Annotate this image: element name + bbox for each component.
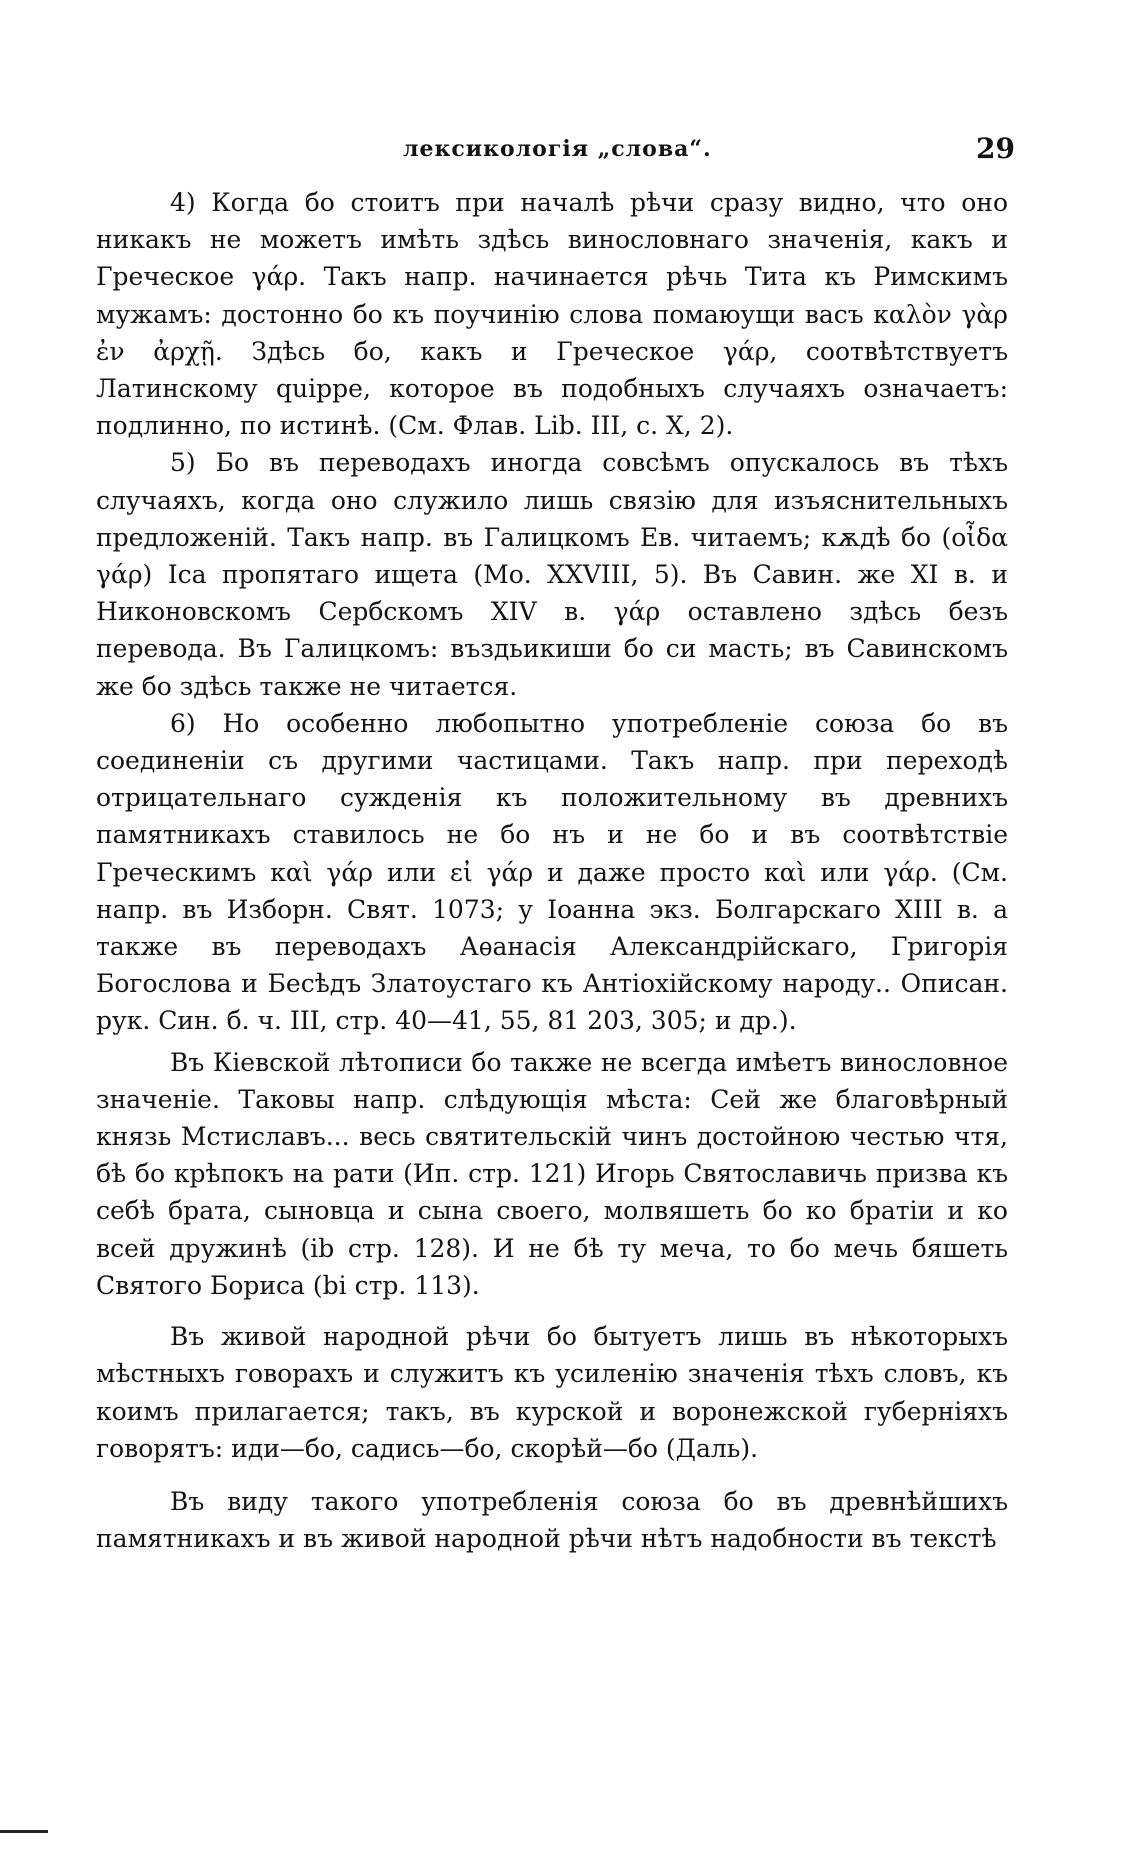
paragraph-conclusion: Въ виду такого употребленія союза бо въ древнѣйшихъ памятникахъ и въ живой народной рѣчи нѣтъ надобности въ текстѣ <box>96 1486 1008 1554</box>
page-number: 29 <box>976 132 1015 165</box>
body-text <box>96 184 1008 1561</box>
paragraph-kiev-chronicle: Въ Кіевской лѣтописи бо также не всегда имѣетъ винословное значеніе. Таковы напр. слѣдующія мѣста: Сей же благовѣрный князь Мстиславъ... весь святительскій чинъ достойною честью чтя, бѣ бо крѣпокъ на рати (Ип. стр. 121) Игорь Святославичь призва къ себѣ брата, сыновца и сына своего, молвяшеть бо ко братіи и ко всей дружинѣ (ib стр. 128). И не бѣ ту меча, то бо мечь бяшеть Святого Бориса (bi стр. 113). <box>96 1047 1008 1300</box>
paragraph-5: 5) Бо въ переводахъ иногда совсѣмъ опускалось въ тѣхъ случаяхъ, когда оно служило лишь связію для изъяснительныхъ предложеній. Такъ напр. въ Галицкомъ Ев. читаемъ; кѫдѣ бо (οἶδα γάρ) Іса пропятаго ищета (Мо. XXVIII, 5). Въ Савин. же XI в. и Никоновскомъ Сербскомъ XIV в. γάρ оставлено здѣсь безъ перевода. Въ Галицкомъ: въздьикиши бо си масть; въ Савинскомъ же бо здѣсь также не читается. <box>96 448 1008 701</box>
paragraph-4: 4) Когда бо стоитъ при началѣ рѣчи сразу видно, что оно никакъ не можетъ имѣть здѣсь винословнаго значенія, какъ и Греческое γάρ. Такъ напр. начинается рѣчь Тита къ Римскимъ мужамъ: достонно бо къ поучинію слова помаюущи васъ καλὸν γὰρ ἐν ἀρχῇ. Здѣсь бо, какъ и Греческое γάρ, соотвѣтствуетъ Латинскому quippe, которое въ подобныхъ случаяхъ означаетъ: подлинно, по истинѣ. (См. Флав. Lib. III, c. X, 2). <box>96 188 1008 441</box>
paragraph-6: 6) Но особенно любопытно употребленіе союза бо въ соединеніи съ другими частицами. Такъ напр. при переходѣ отрицательнаго сужденія къ положительному въ древнихъ памятникахъ ставилось не бо нъ и не бо и въ соотвѣтствіе Греческимъ καὶ γάρ или εἰ γάρ и даже просто καὶ или γάρ. (См. напр. въ Изборн. Свят. 1073; у Іоанна экз. Болгарскаго XIII в. а также въ переводахъ Аѳанасія Александрійскаго, Григорія Богослова и Бесѣдъ Златоустаго къ Антіохійскому народу.. Описан. рук. Син. б. ч. III, стр. 40—41, 55, 81 203, 305; и др.). <box>96 708 1008 1036</box>
scan-edge-mark <box>0 1830 48 1833</box>
running-title: лексикологія „слова“. <box>403 136 712 162</box>
paragraph-folk-speech: Въ живой народной рѣчи бо бытуетъ лишь въ нѣкоторыхъ мѣстныхъ говорахъ и служитъ къ усиленію значенія тѣхъ словъ, къ коимъ прилагается; такъ, въ курской и воронежской губерніяхъ говорятъ: иди—бо, садись—бо, скорѣй—бо (Даль). <box>96 1322 1008 1463</box>
